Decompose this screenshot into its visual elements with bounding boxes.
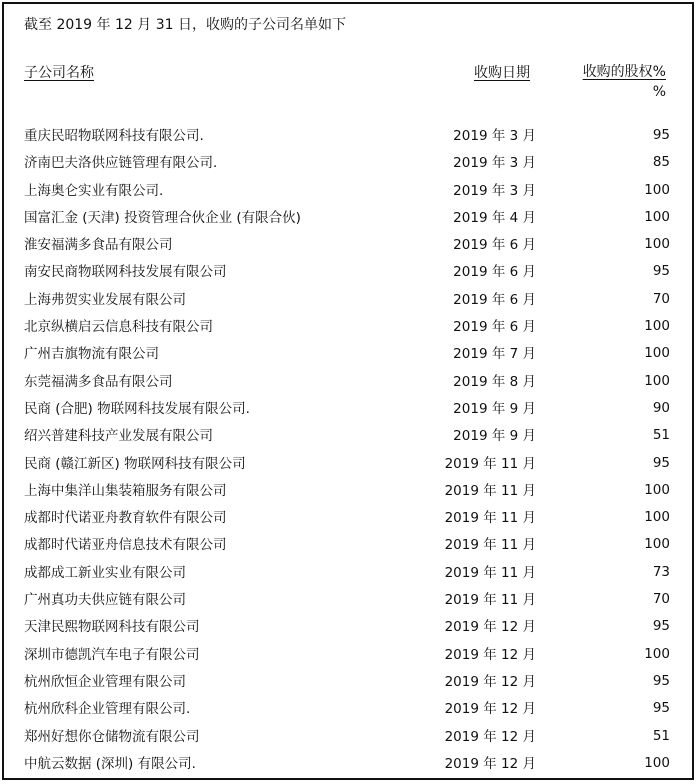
table-row xyxy=(4,204,696,231)
equity-stake: 95 xyxy=(652,672,670,689)
subsidiary-name: 杭州欣科企业管理有限公司. xyxy=(24,701,191,718)
subsidiary-name: 广州吉旗物流有限公司 xyxy=(24,346,159,363)
equity-stake: 95 xyxy=(652,127,670,143)
header-equity-stake-unit: % xyxy=(652,84,666,100)
table-row xyxy=(4,450,696,477)
acquisition-date: 2019 年 11 月 xyxy=(444,592,536,609)
equity-stake: 95 xyxy=(652,618,670,635)
subsidiary-name: 济南巴夫洛供应链管理有限公司. xyxy=(24,155,218,172)
equity-stake: 51 xyxy=(652,427,670,444)
subsidiary-name: 中航云数据 (深圳) 有限公司. xyxy=(24,755,196,772)
subsidiary-name: 天津民熙物联网科技有限公司 xyxy=(24,619,200,636)
equity-stake: 100 xyxy=(644,509,670,526)
acquisition-date: 2019 年 12 月 xyxy=(444,701,536,718)
acquisition-date: 2019 年 12 月 xyxy=(444,619,536,636)
acquisition-date: 2019 年 12 月 xyxy=(444,673,536,690)
header-equity-stake xyxy=(583,62,666,102)
equity-stake: 100 xyxy=(644,208,670,225)
table-row xyxy=(4,395,696,422)
equity-stake: 100 xyxy=(644,536,670,553)
subsidiary-name: 东莞福满多食品有限公司 xyxy=(24,373,173,390)
subsidiary-name: 上海奥仑实业有限公司. xyxy=(24,182,164,199)
table-row xyxy=(4,286,696,313)
table-row xyxy=(4,586,696,613)
equity-stake: 100 xyxy=(644,345,670,362)
equity-stake: 51 xyxy=(652,727,670,744)
table-row xyxy=(4,422,696,449)
subsidiary-name: 南安民商物联网科技发展有限公司 xyxy=(24,264,227,281)
acquisition-date: 2019 年 6 月 xyxy=(453,291,536,308)
acquisition-date: 2019 年 11 月 xyxy=(444,564,536,581)
equity-stake: 100 xyxy=(644,372,670,389)
acquisition-date: 2019 年 6 月 xyxy=(453,237,536,254)
equity-stake: 100 xyxy=(644,754,670,771)
equity-stake: 90 xyxy=(652,399,670,416)
table-row xyxy=(4,559,696,586)
equity-stake: 100 xyxy=(644,645,670,662)
subsidiary-name: 上海弗贺实业发展有限公司 xyxy=(24,291,186,308)
subsidiary-name: 重庆民昭物联网科技有限公司. xyxy=(24,128,204,144)
subsidiary-name: 淮安福满多食品有限公司 xyxy=(24,237,173,254)
equity-stake: 95 xyxy=(652,700,670,717)
table-row xyxy=(4,177,696,204)
subsidiary-name: 郑州好想你仓储物流有限公司 xyxy=(24,728,200,745)
header-equity-stake-label: 收购的股权% xyxy=(582,64,666,80)
table-row xyxy=(4,313,696,340)
header-acquisition-date: 收购日期 xyxy=(474,65,530,81)
header-subsidiary-name: 子公司名称 xyxy=(24,65,94,81)
table-row xyxy=(4,122,696,149)
acquisition-date: 2019 年 12 月 xyxy=(444,728,536,745)
table-row xyxy=(4,613,696,640)
acquisition-date: 2019 年 9 月 xyxy=(453,428,536,445)
acquisition-date: 2019 年 6 月 xyxy=(453,264,536,281)
subsidiary-name: 民商 (合肥) 物联网科技发展有限公司. xyxy=(24,400,250,417)
acquisition-date: 2019 年 11 月 xyxy=(444,537,536,554)
acquisition-date: 2019 年 6 月 xyxy=(453,319,536,336)
table-row xyxy=(4,750,696,777)
subsidiary-name: 北京纵横启云信息科技有限公司 xyxy=(24,319,213,336)
table-row xyxy=(4,504,696,531)
subsidiary-name: 民商 (赣江新区) 物联网科技有限公司 xyxy=(24,455,246,472)
equity-stake: 95 xyxy=(652,454,670,471)
acquisition-date: 2019 年 8 月 xyxy=(453,373,536,390)
equity-stake: 100 xyxy=(644,318,670,335)
acquisition-date: 2019 年 11 月 xyxy=(444,510,536,527)
equity-stake: 95 xyxy=(652,263,670,280)
table-row xyxy=(4,477,696,504)
acquisition-date: 2019 年 4 月 xyxy=(453,209,536,226)
acquisition-date: 2019 年 11 月 xyxy=(444,455,536,472)
table-row xyxy=(4,149,696,176)
acquisition-date: 2019 年 9 月 xyxy=(453,400,536,417)
table-row xyxy=(4,723,696,750)
acquisition-date: 2019 年 11 月 xyxy=(444,482,536,499)
table-row xyxy=(4,340,696,367)
acquisition-date: 2019 年 3 月 xyxy=(453,128,536,144)
subsidiary-name: 成都成工新业实业有限公司 xyxy=(24,564,186,581)
subsidiary-name: 成都时代诺亚舟教育软件有限公司 xyxy=(24,510,227,527)
equity-stake: 100 xyxy=(644,481,670,498)
acquisition-date: 2019 年 12 月 xyxy=(444,646,536,663)
table-row xyxy=(4,368,696,395)
intro-text: 截至 2019 年 12 月 31 日，收购的子公司名单如下 xyxy=(24,17,346,33)
subsidiary-name: 成都时代诺亚舟信息技术有限公司 xyxy=(24,537,227,554)
equity-stake: 100 xyxy=(644,181,670,198)
subsidiary-name: 深圳市德凯汽车电子有限公司 xyxy=(24,646,200,663)
table-row xyxy=(4,668,696,695)
acquisition-date: 2019 年 3 月 xyxy=(453,155,536,172)
table-row xyxy=(4,258,696,285)
subsidiary-name: 国富汇金 (天津) 投资管理合伙企业 (有限合伙) xyxy=(24,209,301,226)
equity-stake: 70 xyxy=(652,591,670,608)
equity-stake: 73 xyxy=(652,563,670,580)
subsidiary-name: 绍兴普建科技产业发展有限公司 xyxy=(24,428,213,445)
table-row xyxy=(4,695,696,722)
subsidiary-table xyxy=(4,122,696,777)
table-row xyxy=(4,641,696,668)
acquisition-date: 2019 年 7 月 xyxy=(453,346,536,363)
acquisition-date: 2019 年 3 月 xyxy=(453,182,536,199)
equity-stake: 70 xyxy=(652,290,670,307)
document-frame xyxy=(2,2,694,780)
table-row xyxy=(4,531,696,558)
acquisition-date: 2019 年 12 月 xyxy=(444,755,536,772)
equity-stake: 85 xyxy=(652,154,670,171)
equity-stake: 100 xyxy=(644,236,670,253)
subsidiary-name: 杭州欣恒企业管理有限公司 xyxy=(24,673,186,690)
table-row xyxy=(4,231,696,258)
subsidiary-name: 广州真功夫供应链有限公司 xyxy=(24,592,186,609)
subsidiary-name: 上海中集洋山集装箱服务有限公司 xyxy=(24,482,227,499)
